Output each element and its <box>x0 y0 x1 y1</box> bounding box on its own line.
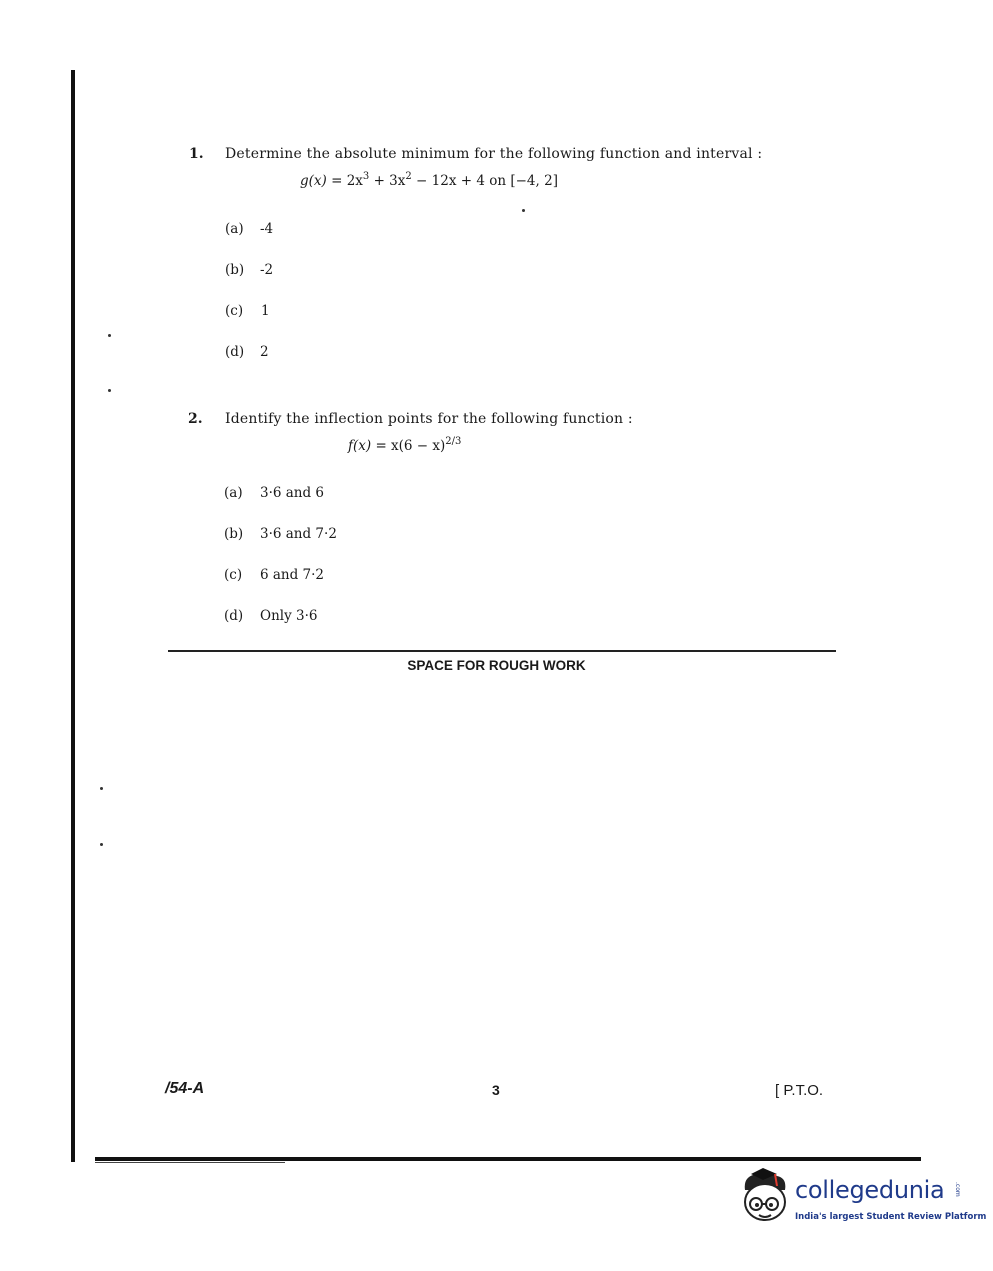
option-text: 3·6 and 6 <box>260 485 325 501</box>
question-1-text: Determine the absolute minimum for the following function and interval : <box>225 146 763 162</box>
option-text: 6 and 7·2 <box>260 567 325 583</box>
scan-left-edge <box>71 70 75 1162</box>
formula-interval: [−4, 2] <box>506 173 558 189</box>
question-1-formula <box>300 173 558 189</box>
brand-tagline: India's largest Student Review Platform <box>795 1212 987 1222</box>
option-label: (c) <box>225 303 244 319</box>
scan-bottom-edge <box>95 1157 921 1161</box>
option-text: 3·6 and 7·2 <box>260 526 337 542</box>
mascot-icon <box>737 1168 793 1228</box>
scan-speck <box>100 787 103 790</box>
formula-term: − 12x + 4 <box>411 173 490 189</box>
option-text: Only 3·6 <box>260 608 318 624</box>
scan-bottom-line <box>95 1162 285 1163</box>
question-2-text: Identify the inflection points for the following function : <box>225 411 633 427</box>
option-label: (a) <box>225 221 244 237</box>
formula-term: = 2x <box>326 173 363 189</box>
formula-exponent: 2/3 <box>445 436 462 447</box>
brand-name: collegedunia <box>795 1176 945 1204</box>
brand-com: .com <box>954 1182 961 1197</box>
question-2-formula <box>348 438 461 454</box>
formula-exponent: 2 <box>405 171 412 182</box>
option-label: (a) <box>224 485 243 501</box>
option-label: (b) <box>224 526 244 542</box>
rough-work-heading: SPACE FOR ROUGH WORK <box>407 658 586 673</box>
scan-speck <box>108 334 111 337</box>
option-label: (d) <box>225 344 245 360</box>
question-2-number: 2. <box>188 411 203 427</box>
paper-code: /54-A <box>165 1080 205 1097</box>
option-label: (d) <box>224 608 244 624</box>
page-number: 3 <box>492 1082 500 1098</box>
option-text: -2 <box>260 262 274 278</box>
formula-exponent: 3 <box>362 171 370 182</box>
section-divider <box>168 650 836 652</box>
question-1-number: 1. <box>189 146 204 162</box>
collegedunia-logo <box>737 1168 987 1228</box>
option-label: (c) <box>224 567 243 583</box>
formula-term: + 3x <box>369 173 406 189</box>
option-text: 1 <box>261 303 270 319</box>
option-label: (b) <box>225 262 245 278</box>
formula-term: = x(6 − x) <box>371 438 446 454</box>
option-text: 2 <box>260 344 269 360</box>
formula-lhs: g(x) <box>300 173 327 189</box>
formula-on: on <box>489 173 507 189</box>
formula-lhs: f(x) <box>348 438 372 454</box>
scan-speck <box>100 843 103 846</box>
option-text: -4 <box>260 221 274 237</box>
scan-speck <box>108 389 111 392</box>
scan-speck <box>522 209 525 212</box>
please-turn-over: [ P.T.O. <box>775 1082 824 1099</box>
